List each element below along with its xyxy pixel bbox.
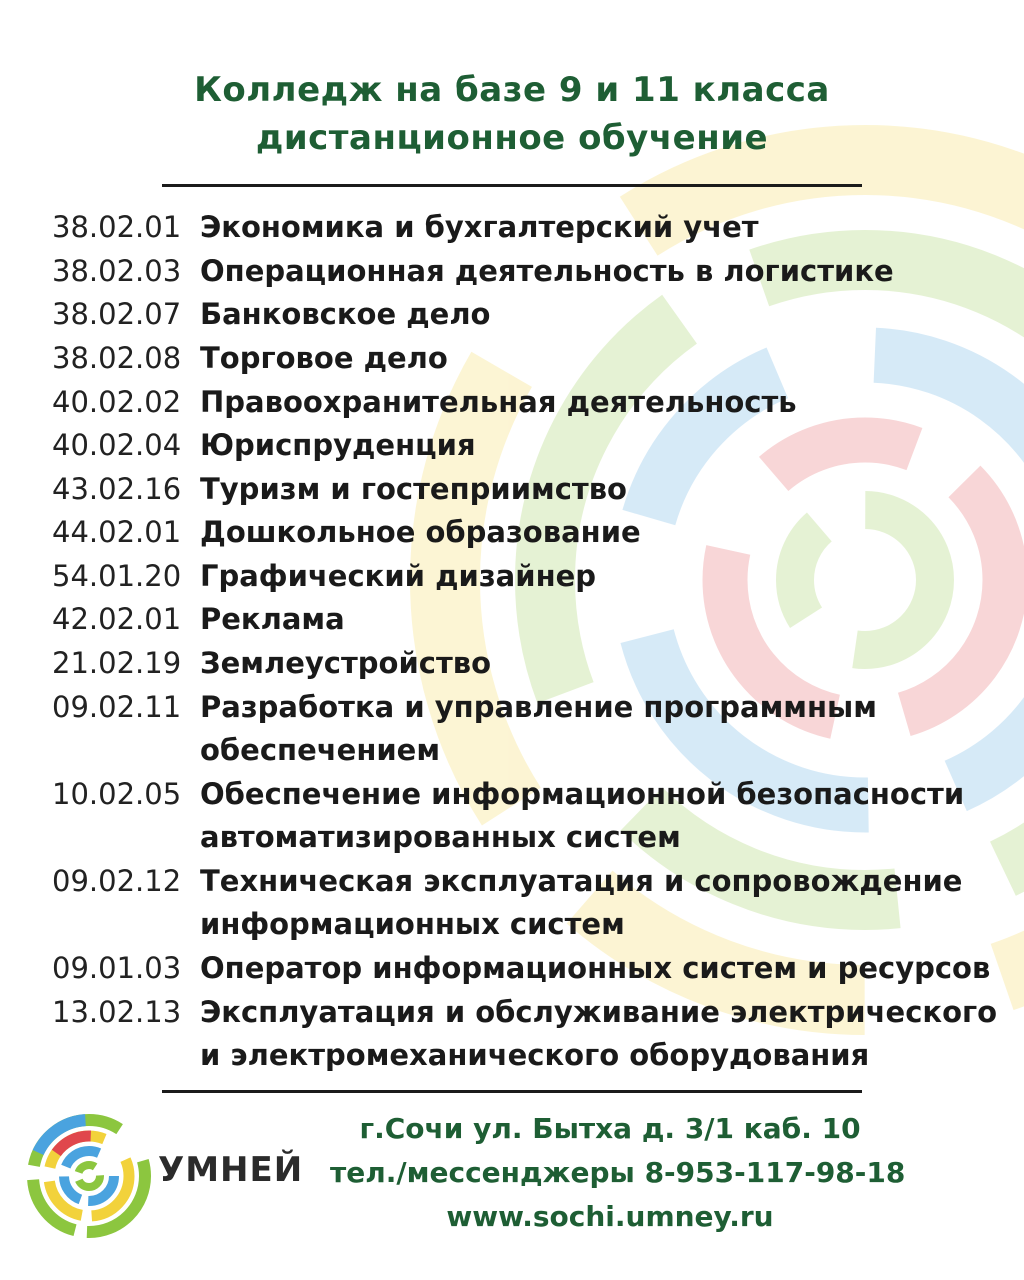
website-link[interactable]: www.sochi.umney.ru bbox=[446, 1200, 774, 1233]
list-item bbox=[0, 380, 1024, 424]
list-item bbox=[0, 772, 1024, 854]
program-name: Землеустройство bbox=[200, 646, 492, 680]
program-name: Туризм и гостеприимство bbox=[200, 472, 627, 506]
program-code: 13.02.13 bbox=[52, 995, 182, 1029]
program-code: 44.02.01 bbox=[52, 515, 182, 549]
list-item bbox=[0, 249, 1024, 293]
program-code: 40.02.02 bbox=[52, 385, 182, 419]
list-item bbox=[0, 685, 1024, 767]
program-name: Экономика и бухгалтерский учет bbox=[200, 210, 759, 244]
phone-text: тел./мессенджеры 8-953-117-98-18 bbox=[330, 1156, 906, 1189]
list-item bbox=[0, 510, 1024, 554]
program-code: 38.02.07 bbox=[52, 297, 182, 331]
list-item bbox=[0, 859, 1024, 941]
program-name-continued: автоматизированных систем bbox=[200, 820, 681, 854]
program-code: 38.02.03 bbox=[52, 254, 182, 288]
list-item bbox=[0, 423, 1024, 467]
list-item bbox=[0, 597, 1024, 641]
list-item bbox=[0, 554, 1024, 598]
program-name: Торговое дело bbox=[200, 341, 448, 375]
program-name: Правоохранительная деятельность bbox=[200, 385, 797, 419]
program-code: 42.02.01 bbox=[52, 602, 182, 636]
program-code: 38.02.01 bbox=[52, 210, 182, 244]
list-item bbox=[0, 990, 1024, 1072]
program-code: 54.01.20 bbox=[52, 559, 182, 593]
list-item bbox=[0, 336, 1024, 380]
address-text: г.Сочи ул. Бытха д. 3/1 каб. 10 bbox=[359, 1112, 861, 1145]
top-divider bbox=[162, 184, 862, 187]
target-rings-logo-icon bbox=[24, 1112, 154, 1240]
program-name: Оператор информационных систем и ресурсов bbox=[200, 951, 991, 985]
program-name: Разработка и управление программным bbox=[200, 690, 877, 724]
program-code: 09.02.11 bbox=[52, 690, 182, 724]
program-name: Дошкольное образование bbox=[200, 515, 641, 549]
program-name: Обеспечение информационной безопасности bbox=[200, 777, 965, 811]
list-item bbox=[0, 292, 1024, 336]
program-name-continued: информационных систем bbox=[200, 907, 625, 941]
page-title: Колледж на базе 9 и 11 класса bbox=[194, 70, 830, 110]
list-item bbox=[0, 205, 1024, 249]
program-name: Графический дизайнер bbox=[200, 559, 597, 593]
program-code: 21.02.19 bbox=[52, 646, 182, 680]
program-name: Техническая эксплуатация и сопровождение bbox=[200, 864, 963, 898]
program-code: 09.01.03 bbox=[52, 951, 182, 985]
bottom-divider bbox=[162, 1090, 862, 1093]
list-item bbox=[0, 641, 1024, 685]
program-name: Банковское дело bbox=[200, 297, 491, 331]
program-code: 38.02.08 bbox=[52, 341, 182, 375]
program-name: Юриспруденция bbox=[200, 428, 476, 462]
program-code: 40.02.04 bbox=[52, 428, 182, 462]
program-code: 43.02.16 bbox=[52, 472, 182, 506]
program-name-continued: и электромеханического оборудования bbox=[200, 1038, 870, 1072]
program-name-continued: обеспечением bbox=[200, 733, 441, 767]
program-code: 10.02.05 bbox=[52, 777, 182, 811]
list-item bbox=[0, 946, 1024, 990]
brand-name: УМНЕЙ bbox=[158, 1150, 304, 1190]
list-item bbox=[0, 467, 1024, 511]
page-subtitle: дистанционное обучение bbox=[255, 118, 769, 158]
program-name: Операционная деятельность в логистике bbox=[200, 254, 894, 288]
program-name: Эксплуатация и обслуживание электрического bbox=[200, 995, 998, 1029]
program-name: Реклама bbox=[200, 602, 345, 636]
program-code: 09.02.12 bbox=[52, 864, 182, 898]
